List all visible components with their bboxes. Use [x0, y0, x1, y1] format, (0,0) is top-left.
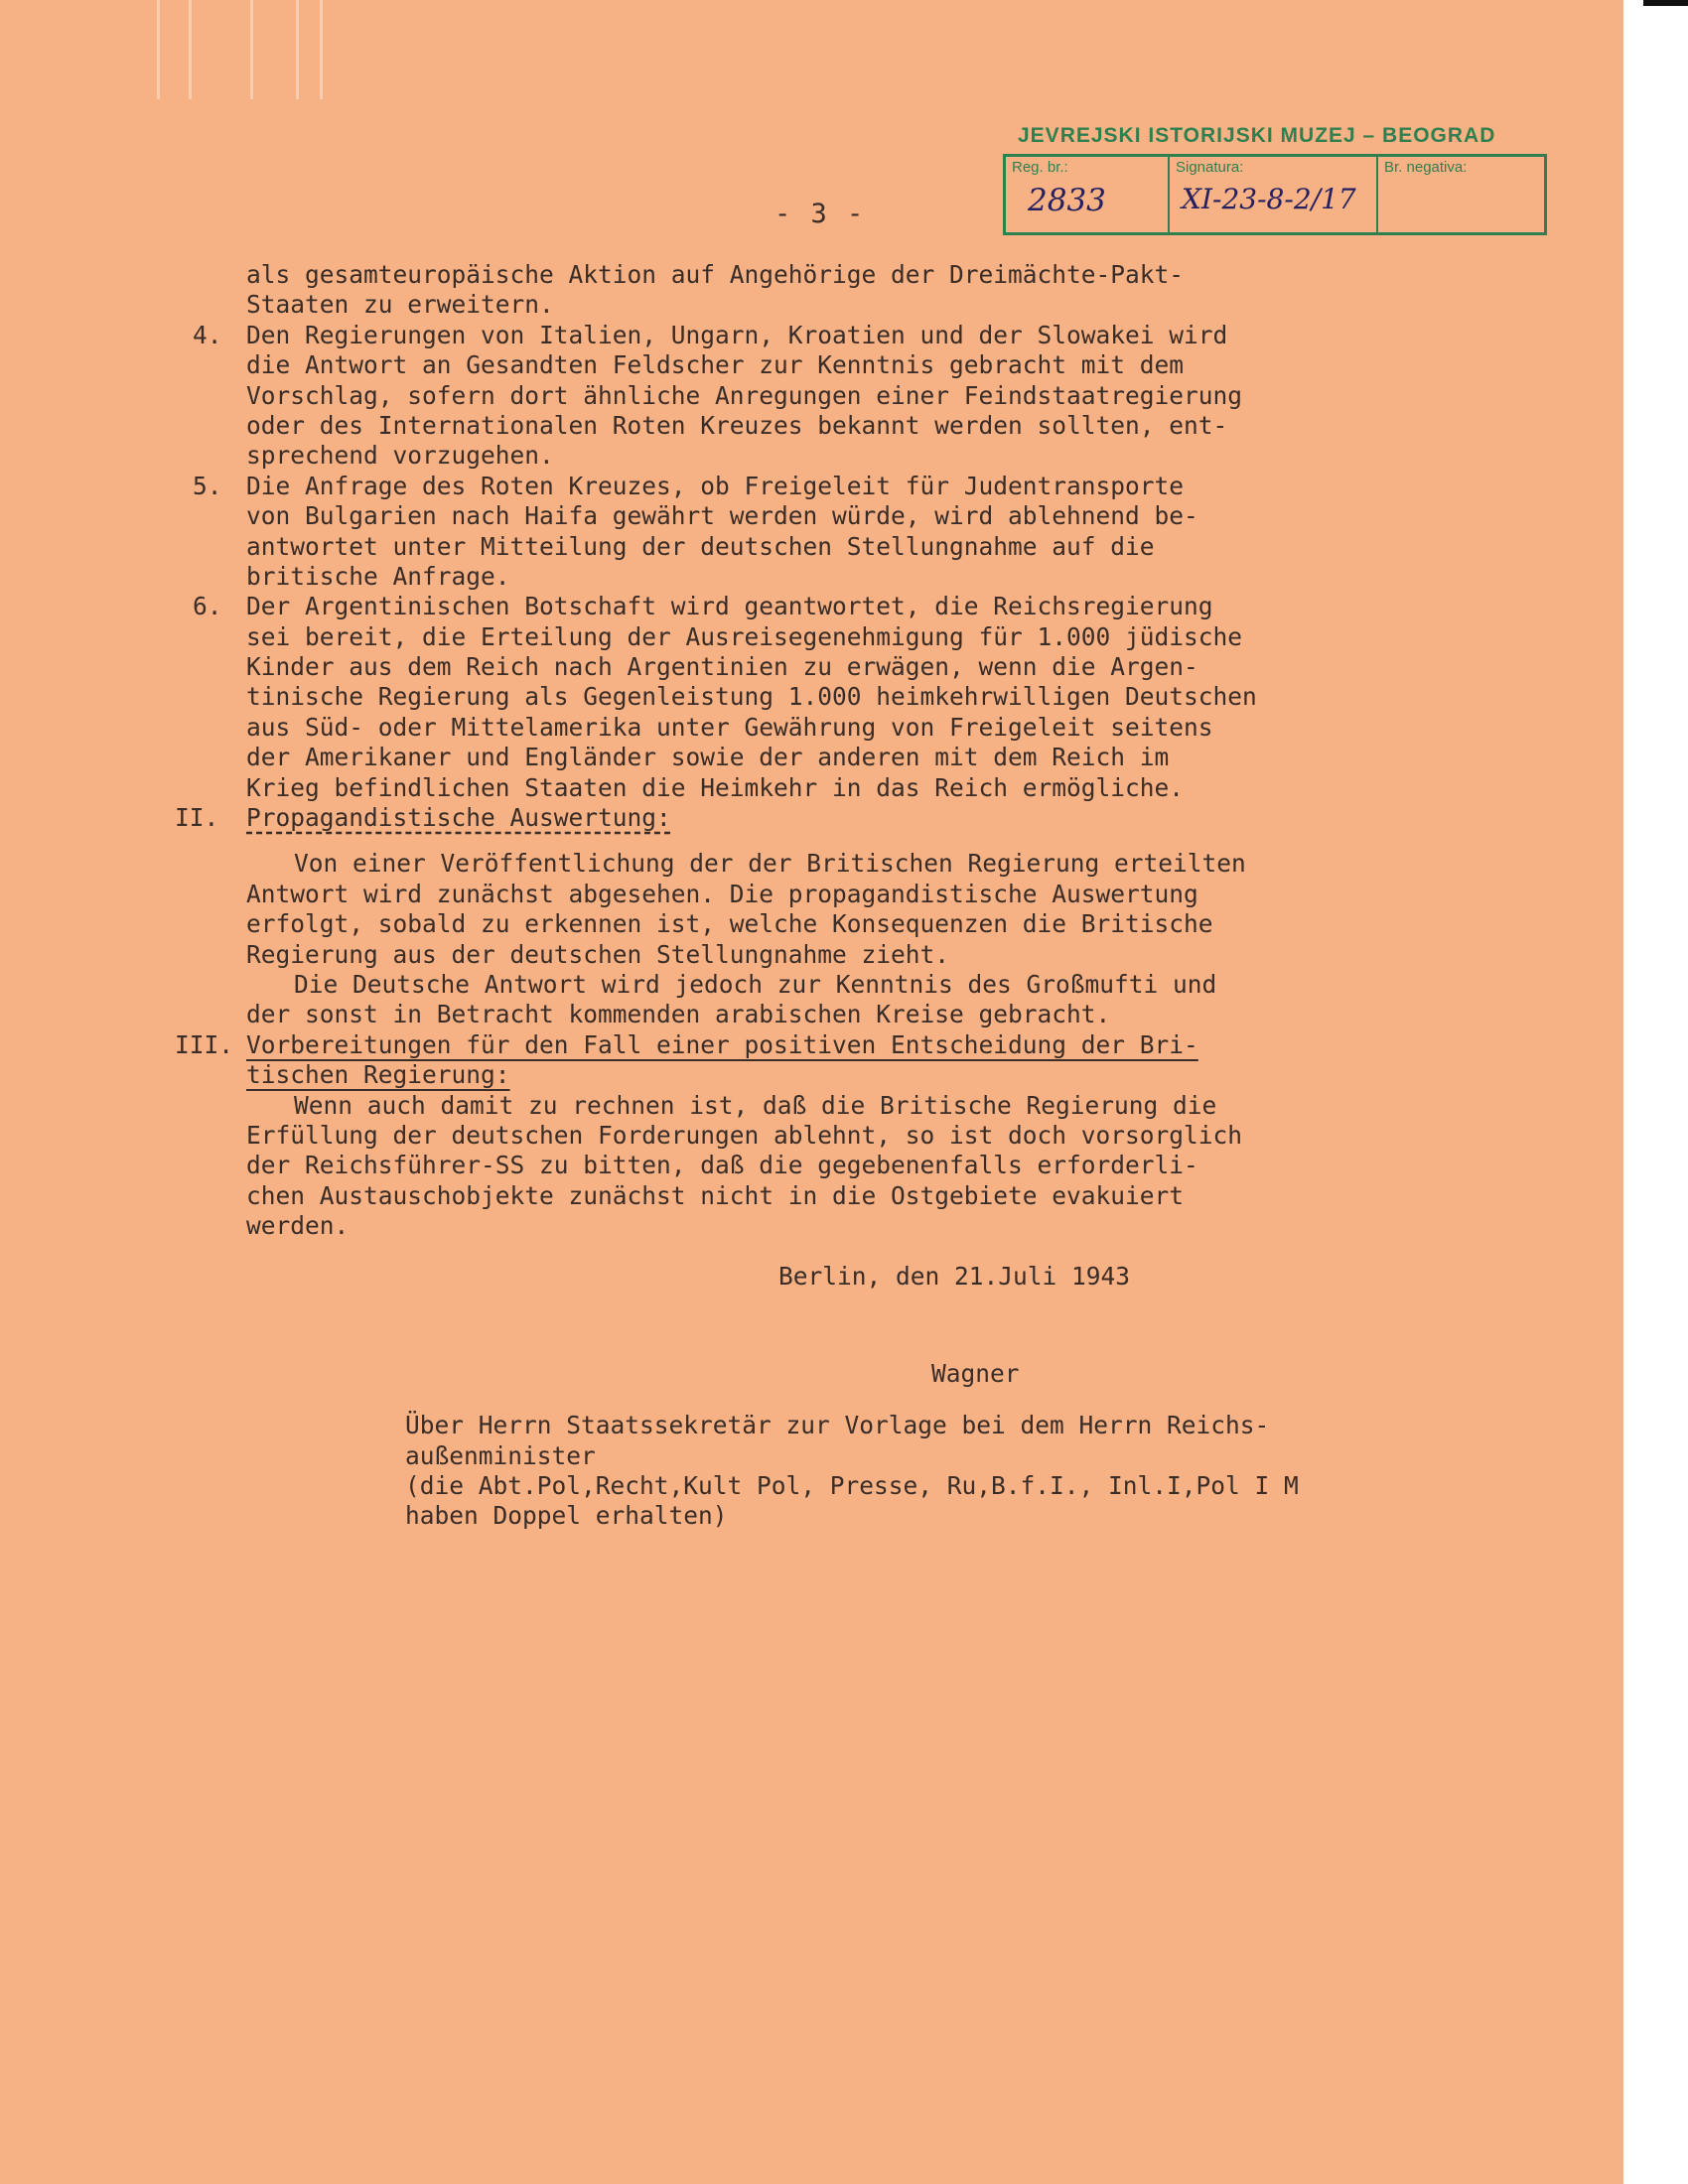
distribution-line: haben Doppel erhalten)	[405, 1501, 728, 1531]
distribution-line: Über Herrn Staatssekretär zur Vorlage bei dem Herrn Reichs-	[405, 1411, 1270, 1440]
section-number: III.	[175, 1029, 234, 1059]
distribution-line: (die Abt.Pol,Recht,Kult Pol, Presse, Ru,B.f.I., Inl.I,Pol I M	[405, 1471, 1299, 1501]
item-line: tinische Regierung als Gegenleistung 1.000 heimkehrwilligen Deutschen	[246, 682, 1257, 712]
stamp-sig-cell	[1170, 157, 1378, 232]
stamp-reg-cell	[1006, 157, 1170, 232]
paper-crease	[250, 0, 253, 99]
item-line: Die Anfrage des Roten Kreuzes, ob Freigeleit für Judentransporte	[246, 471, 1185, 500]
item-line: Der Argentinischen Botschaft wird geantwortet, die Reichsregierung	[246, 592, 1213, 621]
stamp-reg-value: 2833	[1028, 183, 1106, 218]
item-line: Den Regierungen von Italien, Ungarn, Kroatien und der Slowakei wird	[246, 320, 1228, 349]
item-line: Kinder aus dem Reich nach Argentinien zu erwägen, wenn die Argen-	[246, 652, 1198, 682]
paragraph-line: Die Deutsche Antwort wird jedoch zur Kenntnis des Großmufti und	[294, 969, 1217, 999]
continuation-line: Staaten zu erweitern.	[246, 290, 554, 320]
paragraph-line: werden.	[246, 1211, 350, 1241]
stamp-sig-label: Signatura:	[1176, 159, 1244, 176]
paragraph-line: Wenn auch damit zu rechnen ist, daß die Britische Regierung die	[294, 1090, 1217, 1120]
paragraph-line: Von einer Veröffentlichung der der Britischen Regierung erteilten	[294, 849, 1246, 879]
paragraph-line: der sonst in Betracht kommenden arabischen Kreise gebracht.	[246, 1000, 1111, 1029]
item-line: der Amerikaner und Engländer sowie der anderen mit dem Reich im	[246, 743, 1170, 772]
paragraph-line: der Reichsführer-SS zu bitten, daß die gegebenenfalls erforderli-	[246, 1151, 1198, 1180]
item-line: britische Anfrage.	[246, 561, 510, 591]
paragraph-line: Antwort wird zunächst abgesehen. Die propagandistische Auswertung	[246, 879, 1198, 908]
item-number: 4.	[193, 320, 222, 349]
stamp-neg-label: Br. negativa:	[1384, 159, 1468, 176]
paragraph-line: Regierung aus der deutschen Stellungnahme zieht.	[246, 939, 950, 969]
item-line: die Antwort an Gesandten Feldscher zur Kenntnis gebracht mit dem	[246, 350, 1185, 380]
item-line: sprechend vorzugehen.	[246, 441, 554, 471]
distribution-line: außenminister	[405, 1440, 596, 1470]
section-heading: Propagandistische Auswertung:	[246, 803, 671, 833]
stamp-box	[1003, 154, 1547, 235]
section-heading: tischen Regierung:	[246, 1060, 510, 1090]
distribution-note	[246, 1411, 1577, 1532]
date-line: Berlin, den 21.Juli 1943	[778, 1261, 1131, 1291]
section-heading: Vorbereitungen für den Fall einer positiven Entscheidung der Bri-	[246, 1029, 1198, 1059]
scan-corner-mark	[1643, 0, 1688, 6]
item-line: aus Süd- oder Mittelamerika unter Gewährung von Freigeleit seitens	[246, 712, 1213, 742]
continuation-line: als gesamteuropäische Aktion auf Angehörige der Dreimächte-Pakt-	[246, 260, 1185, 289]
paper-crease	[157, 0, 160, 99]
paragraph-line: chen Austauschobjekte zunächst nicht in die Ostgebiete evakuiert	[246, 1180, 1185, 1210]
item-line: antwortet unter Mitteilung der deutschen Stellungnahme auf die	[246, 531, 1155, 561]
scan-margin	[1623, 0, 1688, 2184]
paragraph-line: Erfüllung der deutschen Forderungen ablehnt, so ist doch vorsorglich	[246, 1120, 1243, 1150]
item-number: 5.	[193, 471, 222, 500]
section-number: II.	[175, 803, 219, 833]
stamp-neg-cell	[1378, 157, 1544, 232]
item-line: oder des Internationalen Roten Kreuzes bekannt werden sollten, ent-	[246, 410, 1228, 440]
paper-crease	[320, 0, 323, 99]
page-number: - 3 -	[774, 199, 866, 229]
paragraph-line: erfolgt, sobald zu erkennen ist, welche Konsequenzen die Britische	[246, 909, 1213, 939]
item-line: Krieg befindlichen Staaten die Heimkehr in das Reich ermögliche.	[246, 772, 1185, 802]
document-body	[175, 260, 1577, 1532]
item-number: 6.	[193, 592, 222, 621]
museum-stamp	[1003, 124, 1547, 235]
paper-crease	[189, 0, 192, 99]
signer-name: Wagner	[931, 1358, 1020, 1388]
stamp-sig-value: XI-23-8-2/17	[1182, 183, 1356, 215]
item-line: Vorschlag, sofern dort ähnliche Anregungen einer Feindstaatregierung	[246, 380, 1243, 410]
paper-crease	[296, 0, 299, 99]
item-line: von Bulgarien nach Haifa gewährt werden würde, wird ablehnend be-	[246, 501, 1198, 531]
item-line: sei bereit, die Erteilung der Ausreisegenehmigung für 1.000 jüdische	[246, 621, 1243, 651]
stamp-title: JEVREJSKI ISTORIJSKI MUZEJ – BEOGRAD	[1018, 124, 1496, 147]
stamp-reg-label: Reg. br.:	[1012, 159, 1068, 176]
